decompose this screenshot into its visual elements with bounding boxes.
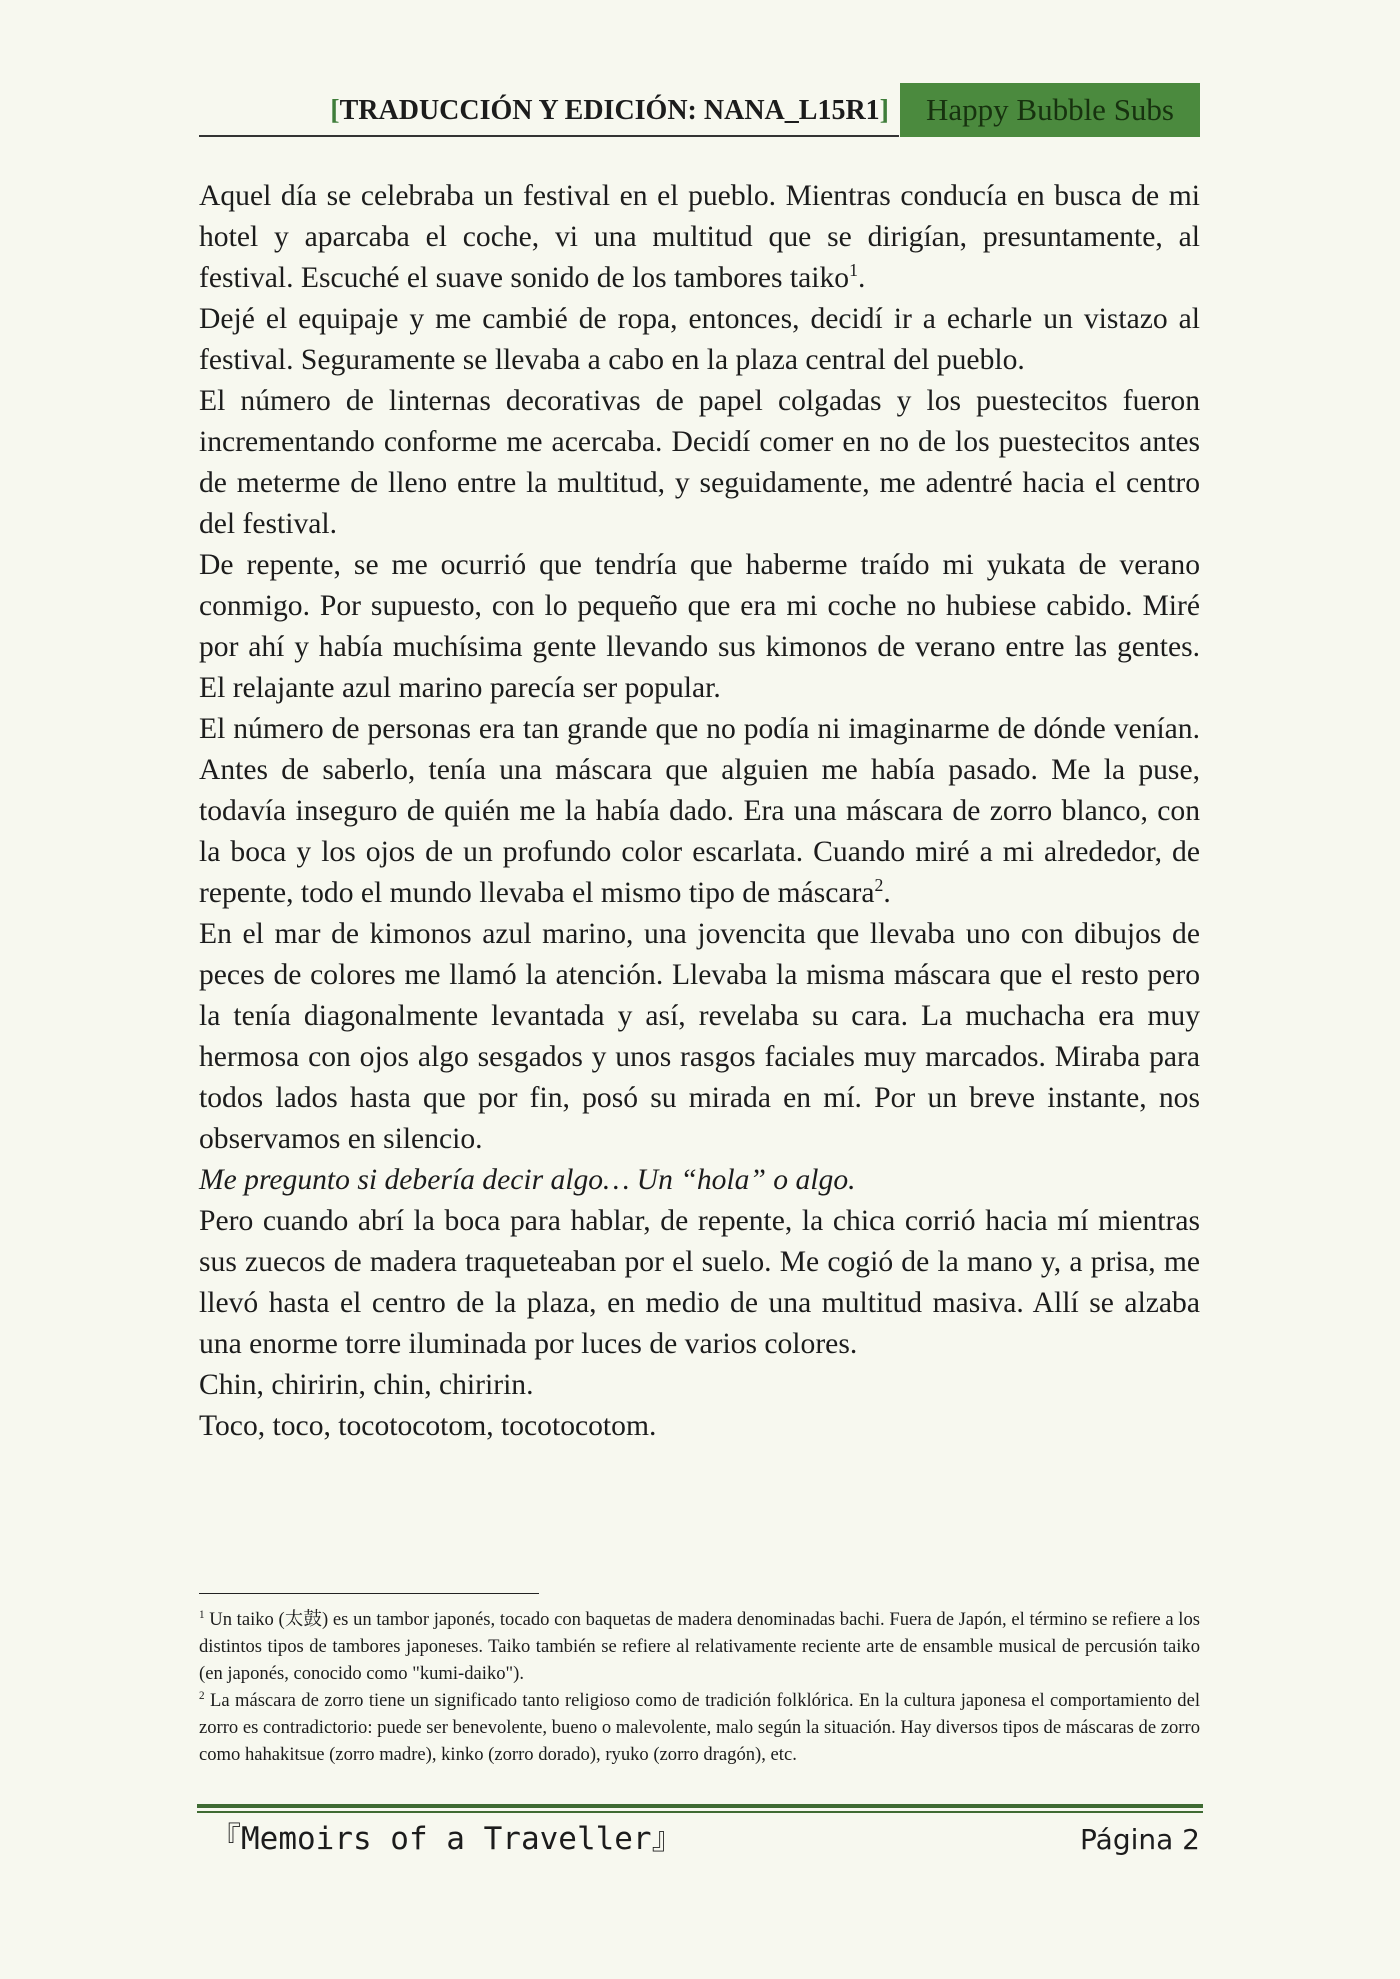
footnote-1-text: Un taiko (太鼓) es un tambor japonés, tocado con baquetas de madera denominadas bachi. Fuera de Japón, el término se refiere a los distintos tipos de tambores japoneses. Taiko también se refiere al relativamente reciente arte de ensamble musical de percusión taiko (en japonés, conocido como "kumi-daiko"). (199, 1609, 1200, 1684)
footnote-1-mark: 1 (199, 1608, 205, 1621)
page-number: Página 2 (1080, 1823, 1200, 1856)
footer-divider-thick (197, 1804, 1203, 1808)
paragraph-5-text: El número de personas era tan grande que no podía ni imaginarme de dónde venían. Antes de saberlo, tenía una máscara que alguien me había pasado. Me la puse, todavía inseguro de quién me la había dado. Era una máscara de zorro blanco, con la boca y los ojos de un profundo color escarlata. Cuando miré a mi alrededor, de repente, todo el mundo llevaba el mismo tipo de máscara (199, 713, 1200, 909)
footnote-1 (199, 1606, 1200, 1687)
footer-divider-thin (197, 1811, 1203, 1813)
paragraph-9: Chin, chiririn, chin, chiririn. (199, 1369, 534, 1401)
credit-bracket-close: ] (879, 95, 889, 126)
paragraph-5 (199, 709, 1200, 914)
credit-bracket-open: [ (330, 95, 340, 126)
footnote-2-mark: 2 (199, 1689, 205, 1702)
paragraph-1-text: Aquel día se celebraba un festival en el pueblo. Mientras conducía en busca de mi hotel y aparcaba el coche, vi una multitud que se dirigían, presuntamente, al festival. Escuché el suave sonido de los tambores taiko (199, 180, 1200, 294)
footnote-2 (199, 1687, 1200, 1768)
header-divider (199, 135, 899, 137)
footnote-ref-2[interactable]: 2 (874, 875, 884, 896)
footnotes (199, 1606, 1200, 1768)
footnote-2-text: La máscara de zorro tiene un significado tanto religioso como de tradición folklórica. En la cultura japonesa el comportamiento del zorro es contradictorio: puede ser benevolente, bueno o malevolente, malo según la situación. Hay diversos tipos de máscaras de zorro como hahakitsue (zorro madre), kinko (zorro dorado), ryuko (zorro dragón), etc. (199, 1690, 1200, 1765)
brand-label: Happy Bubble Subs (900, 83, 1200, 137)
footnote-divider (199, 1593, 539, 1594)
paragraph-2: Dejé el equipaje y me cambié de ropa, entonces, decidí ir a echarle un vistazo al festival. Seguramente se llevaba a cabo en la plaza central del pueblo. (199, 303, 1200, 376)
credit-text: TRADUCCIÓN Y EDICIÓN: NANA_L15R1 (339, 95, 880, 126)
main-text (199, 176, 1200, 1447)
paragraph-5-end: . (883, 877, 891, 909)
paragraph-8: Pero cuando abrí la boca para hablar, de repente, la chica corrió hacia mí mientras sus zuecos de madera traqueteaban por el suelo. Me cogió de la mano y, a prisa, me llevó hasta el centro de la plaza, en medio de una multitud masiva. Allí se alzaba una enorme torre iluminada por luces de varios colores. (199, 1205, 1200, 1360)
paragraph-1-end: . (857, 262, 866, 294)
translation-credit (330, 95, 889, 127)
paragraph-1 (199, 176, 1200, 299)
footer-book-title: 『Memoirs of a Traveller』 (210, 1821, 683, 1857)
paragraph-4: De repente, se me ocurrió que tendría que haberme traído mi yukata de verano conmigo. Por supuesto, con lo pequeño que era mi coche no hubiese cabido. Miré por ahí y había muchísima gente llevando sus kimonos de verano entre las gentes. El relajante azul marino parecía ser popular. (199, 549, 1200, 704)
paragraph-3: El número de linternas decorativas de papel colgadas y los puestecitos fueron incrementando conforme me acercaba. Decidí comer en no de los puestecitos antes de meterme de lleno entre la multitud, y seguidamente, me adentré hacia el centro del festival. (199, 385, 1200, 540)
footnote-ref-1[interactable]: 1 (849, 260, 858, 281)
paragraph-10: Toco, toco, tocotocotom, tocotocotom. (199, 1410, 657, 1442)
paragraph-7-italic: Me pregunto si debería decir algo… Un “hola” o algo. (199, 1164, 856, 1196)
page-header (199, 83, 1200, 137)
paragraph-6: En el mar de kimonos azul marino, una jovencita que llevaba uno con dibujos de peces de colores me llamó la atención. Llevaba la misma máscara que el resto pero la tenía diagonalmente levantada y así, revelaba su cara. La muchacha era muy hermosa con ojos algo sesgados y unos rasgos faciales muy marcados. Miraba para todos lados hasta que por fin, posó su mirada en mí. Por un breve instante, nos observamos en silencio. (199, 918, 1200, 1155)
